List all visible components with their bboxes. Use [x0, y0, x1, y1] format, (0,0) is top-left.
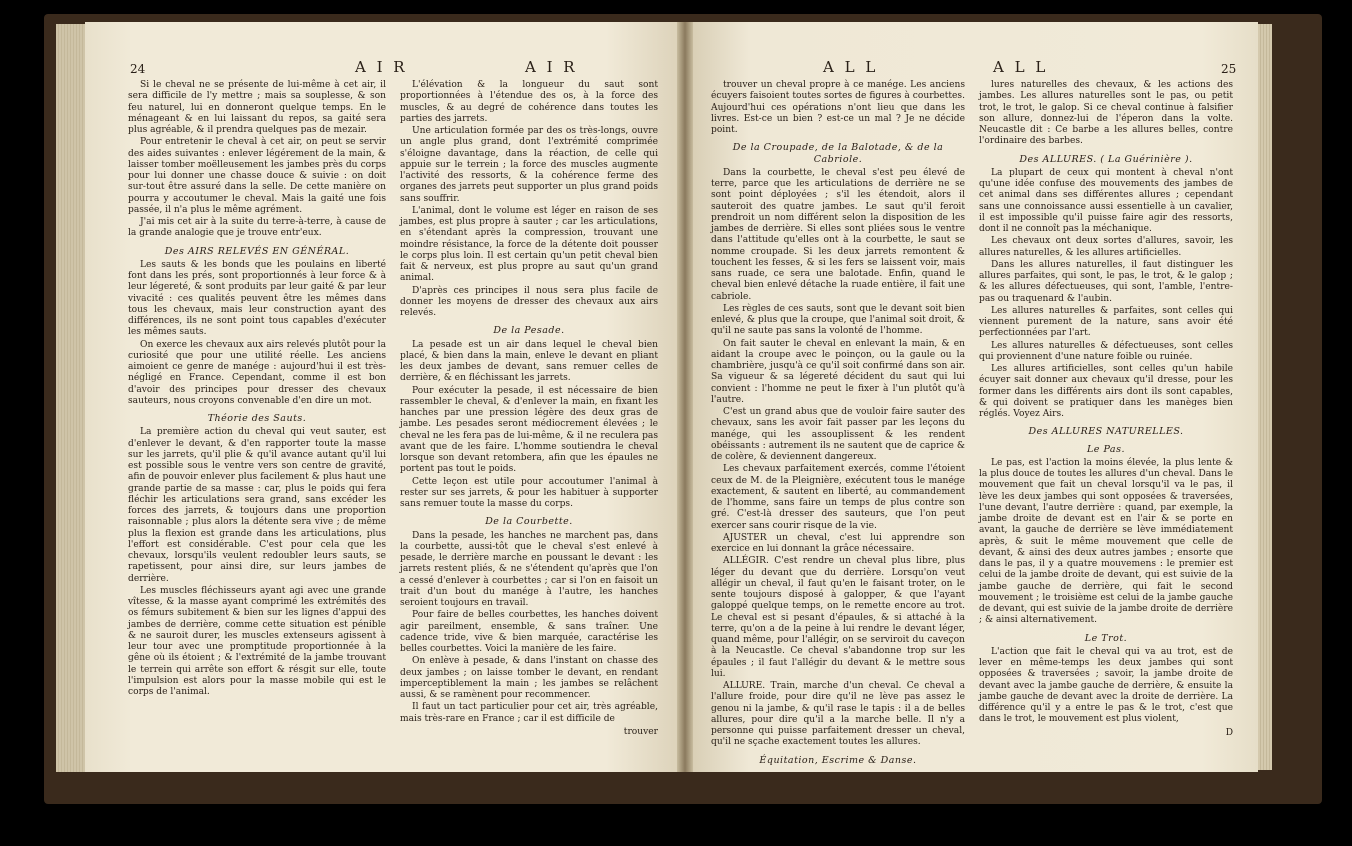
section-heading: Des AIRS RELEVÉS EN GÉNÉRAL. — [164, 245, 350, 257]
section-heading: Des ALLURES NATURELLES. — [1028, 426, 1184, 438]
book-right-page-edges — [1258, 24, 1272, 770]
paragraph: Les muscles fléchisseurs ayant agi avec une grande vîtesse, & la masse ayant comprimé les extrémités des os fémurs subitement & bien sur les lignes d'appui des jambes de derrière, comme cette situation est pénible & ne sauroit durer, les muscles extenseurs agissent à leur tour avec une promptitude proportionnée à la gêne où ils étoient ; & l'extrémité de la jambe trouvant le terrein qui arrête son effort & résgit sur elle, toute l'impulsion est alors pour la masse mobile qui est le corps de l'animal. — [128, 585, 386, 697]
section-heading: De la Croupade, de la Balotade, & de la Cabriole. — [732, 142, 944, 165]
text-column-2 — [979, 80, 1233, 769]
page-number: 24 — [130, 62, 146, 76]
right-page — [693, 22, 1258, 772]
text-column-1 — [128, 80, 386, 738]
paragraph: Il faut un tact particulier pour cet air, très agréable, mais très-rare en France ; car il est difficile de — [400, 702, 658, 724]
section-heading: Des ALLURES. ( La Guérinière ). — [1019, 153, 1193, 165]
section-heading: Théorie des Sauts. — [207, 413, 307, 424]
paragraph: Dans la courbette, le cheval s'est peu élevé de terre, parce que les articulations de derrière ne se sont point déployées ; s'il les étendoit, alors il sauteroit des quatre jambes. Le saut qu'il feroit prendroit un nom différent selon la disposition de les jambes de derrière. Si elles sont pliées sous le ventre dans l'attitude qu'elles ont à la courbette, le saut se nomme croupade. Si les deux jarrets remontent & touchent les fesses, & si les fers se laissent voir, mais sans ruade, ce sera une balotade. Enfin, quand le cheval bien enlevé détache la ruade entière, il fait une cabriole. — [711, 167, 965, 302]
text-column-2 — [400, 80, 658, 738]
paragraph: Cette leçon est utile pour accoutumer l'animal à rester sur ses jarrets, & pour les habituer à supporter sans remuer toute la masse du corps. — [400, 476, 658, 509]
paragraph: La plupart de ceux qui montent à cheval n'ont qu'une idée confuse des mouvements des jambes de cet animal dans ses différentes allures ; cependant sans une connoissance aussi essentielle à un cavalier, il est impossible qu'il puisse faire agir des ressorts, dont il ne connoît pas la méchanique. — [979, 167, 1233, 234]
paragraph: L'animal, dont le volume est léger en raison de ses jambes, est plus propre à sauter ; car les articulations, en s'étendant après la compression, trouvant une moindre résistance, la force de la détente doit pousser le corps plus loin. Il est certain qu'un petit cheval bien fait & nerveux, est plus propre au saut qu'un grand animal. — [400, 205, 658, 284]
paragraph: Les sauts & les bonds que les poulains en liberté font dans les prés, sont proportionnés à leur force & à leur légereté, & sont produits par leur gaité & par leur vivacité : ces qualités peuvent être les mêmes dans tous les chevaux, mais leur construction ayant des différences, ils ne sont point tous capables d'exécuter les mêmes sauts. — [128, 259, 386, 338]
paragraph: Dans les allures naturelles, il faut distinguer les allures parfaites, qui sont, le pas, le trot, & le galop ; & les allures défectueuses, qui sont, l'amble, l'entre-pas ou traquenard & l'aubin. — [979, 259, 1233, 304]
section-heading: Équitation, Escrime & Danse. — [759, 754, 917, 766]
paragraph: L'élévation & la longueur du saut sont proportionnées à l'étendue des os, à la force des muscles, & au degré de cohérence dans toutes les parties des jarrets. — [400, 80, 658, 124]
running-head: A I R — [355, 58, 408, 76]
paragraph: Les chevaux ont deux sortes d'allures, savoir, les allures naturelles, & les allures artificielles. — [979, 236, 1233, 258]
paragraph: Les chevaux parfaitement exercés, comme l'étoient ceux de M. de la Pleignière, exécutent tous le manége exactement, & sautent en liberté, au commandement de l'homme, sans faire un temps de plus contre son gré. C'est-là dresser des sauteurs, que l'on peut exercer sans courir risque de la vie. — [711, 464, 965, 531]
paragraph: trouver un cheval propre à ce manége. Les anciens écuyers faisoient toutes sortes de figures à courbettes. Aujourd'hui ces opérations n'ont lieu que dans les livres. Est-ce un bien ? est-ce un mal ? Je ne décide point. — [711, 80, 965, 135]
paragraph: Les allures artificielles, sont celles qu'un habile écuyer sait donner aux chevaux qu'il dresse, pour les former dans les différents airs dont ils sont capables, & qui doivent se pratiquer dans les manèges bien réglés. Voyez Airs. — [979, 364, 1233, 419]
paragraph: AJUSTER un cheval, c'est lui apprendre son exercice en lui donnant la grâce nécessaire. — [711, 532, 965, 554]
running-head-right-column: A I R — [525, 58, 578, 76]
paragraph: Si le cheval ne se présente de lui-même à cet air, il sera difficile de l'y mettre ; mais sa souplesse, & son feu naturel, lui en donneront quelque temps. En le ménageant & en lui laissant du repos, sa gaité sera plus agréable, & il prendra quelques pas de mezair. — [128, 80, 386, 135]
section-heading: Le Pas. — [1087, 443, 1125, 455]
paragraph: Le pas, est l'action la moins élevée, la plus lente & la plus douce de toutes les allures d'un cheval. Dans le mouvement que fait un cheval lorsqu'il va le pas, il lève les deux jambes qui sont opposées & traversées, l'une devant, l'autre derrière : quand, par exemple, la jambe droite de devant est en l'air & se porte en avant, la gauche de derrière se lève immédiatement après, & suit le même mouvement que celle de devant, & ainsi des deux autres jambes ; ensorte que dans le pas, il y a quatre mouvemens : le premier est celui de la jambe droite de devant, qui est suivie de la jambe gauche de derrière, qui fait le second mouvement ; le troisième est celui de la jambe gauche de devant, qui est suivie de la jambe droite de derrière ; & ainsi alternativement. — [979, 457, 1233, 626]
paragraph: ALLÉGIR. C'est rendre un cheval plus libre, plus léger du devant que du derrière. Lorsqu'on veut allégir un cheval, il faut qu'en le faisant troter, on le sente toujours disposé à galopper, & que l'ayant galoppé quelque temps, on le remette encore au trot. Le cheval est si pesant d'épaules, & si attaché à la terre, qu'on a de la peine à lui rendre le devant léger, quand même, pour l'allégir, on se serviroit du caveçon à la Neucastle. Ce cheval s'abandonne trop sur les épaules ; il faut l'allégir du devant & le mettre sous lui. — [711, 556, 965, 679]
section-heading: De la Courbette. — [485, 516, 573, 528]
paragraph: Les allures naturelles & défectueuses, sont celles qui proviennent d'une nature foible ou ruinée. — [979, 340, 1233, 362]
book-gutter — [677, 22, 693, 772]
section-heading: De la Pesade. — [493, 325, 565, 337]
text-columns — [711, 80, 1233, 769]
paragraph: D'après ces principes il nous sera plus facile de donner les moyens de dresser des chevaux aux airs relevés. — [400, 285, 658, 318]
paragraph: La pesade est un air dans lequel le cheval bien placé, & bien dans la main, enleve le devant en pliant les deux jambes de devant, sans remuer celles de derrière, & en fléchissant les jarrets. — [400, 339, 658, 384]
paragraph: lures naturelles des chevaux, & les actions des jambes. Les allures naturelles sont le pas, ou petit trot, le trot, le galop. Si ce cheval continue à falsifier son allure, donnez-lui de l'éperon dans la volte. Neucastle dit : Ce barbe a les allures belles, contre l'ordinaire des barbes. — [979, 80, 1233, 147]
paragraph: Les allures naturelles & parfaites, sont celles qui viennent purement de la nature, sans avoir été perfectionnées par l'art. — [979, 305, 1233, 339]
book-left-page-edges — [56, 24, 86, 772]
paragraph: Une articulation formée par des os très-longs, ouvre un angle plus grand, dont l'extrémité comprimée s'éloigne davantage, dans la réaction, de celle qui appuie sur le terrein ; la force des muscles augmente l'activité des ressorts, & la cohérence ferme des organes des jarrets peut supporter un plus grand poids sans souffrir. — [400, 126, 658, 204]
paragraph: Dans la pesade, les hanches ne marchent pas, dans la courbette, aussi-tôt que le cheval s'est enlevé à pesade, le derrière marche en poussant le devant : les jarrets restent pliés, & ne s'étendent qu'après que l'on a cessé d'enlever à courbettes ; car si l'on en faisoit un trait d'un bout du manége à l'autre, les hanches seroient toujours en travail. — [400, 530, 658, 608]
running-head: A L L — [823, 58, 879, 76]
catchword: D — [1225, 727, 1233, 738]
catchword: trouver — [623, 726, 658, 737]
section-heading: Le Trot. — [1084, 632, 1128, 644]
paragraph: Les règles de ces sauts, sont que le devant soit bien enlevé, & plus que la croupe, que l'animal soit droit, & qu'il ne saute pas sans la volonté de l'homme. — [711, 303, 965, 337]
page-number: 25 — [1221, 62, 1237, 76]
left-page — [85, 22, 677, 772]
paragraph: On enlève à pesade, & dans l'instant on chasse des deux jambes ; on laisse tomber le devant, en rendant imperceptiblement la main ; les jambes se relâchent aussi, & se ramènent pour recommencer. — [400, 656, 658, 700]
paragraph: On exerce les chevaux aux airs relevés plutôt pour la curiosité que pour une utilité réelle. Les anciens aimoient ce genre de manége : aujourd'hui il est très-négligé en France. Cependant, comme il est bon d'avoir des principes pour dresser des chevaux sauteurs, nous croyons convenable d'en dire un mot. — [128, 339, 386, 406]
text-columns — [128, 80, 658, 738]
paragraph: J'ai mis cet air à la suite du terre-à-terre, à cause de la grande analogie que je trouve entr'eux. — [128, 217, 386, 239]
text-column-1 — [711, 80, 965, 769]
paragraph: On fait sauter le cheval en enlevant la main, & en aidant la croupe avec le poinçon, ou la gaule ou la chambrière, jusqu'à ce qu'il soit confirmé dans son air. Sa vigueur & sa légereté décident du saut qui lui convient : l'homme ne peut le fixer à l'un plutôt qu'à l'autre. — [711, 338, 965, 405]
paragraph: Pour exécuter la pesade, il est nécessaire de bien rassembler le cheval, & d'enlever la main, en fixant les hanches par une pression légère des deux gras de jambe. Les pesades seront médiocrement élevées ; le cheval ne les fera pas de lui-même, & il ne reculera pas avant que de les faire. L'homme soutiendra le cheval lorsque son devant retombera, afin que les épaules ne portent pas tout le poids. — [400, 385, 658, 475]
paragraph: Pour entretenir le cheval à cet air, on peut se servir des aides suivantes : enlever légérement de la main, & laisser tomber moëlleusement les jambes près du corps pour lui donner une chasse douce & suivie : on doit sur-tout être assuré dans la selle. De cette manière on pourra y accoutumer le cheval. Mais la gaité une fois passée, il n'a plus le même agrément. — [128, 137, 386, 215]
paragraph: Pour faire de belles courbettes, les hanches doivent agir pareilment, ensemble, & sans traîner. Une cadence tride, vive & bien marquée, caractérise les belles courbettes. Voici la manière de les faire. — [400, 610, 658, 654]
paragraph: La première action du cheval qui veut sauter, est d'enlever le devant, & d'en rapporter toute la masse sur les jarrets, qu'il plie & qu'il avance autant qu'il lui est possible sous le ventre vers son centre de gravité, afin de pouvoir enlever plus facilement & plus haut une grande partie de sa masse : car, plus le poids qui fera fléchir les articulations sera grand, sans excéder les forces des jarrets, & toujours dans une proportion raisonnable ; plus alors la détente sera vive ; de même plus la flexion est grande dans les articulations, plus l'effort est considérable. C'est pour cela que les chevaux, lorsqu'ils veulent redoubler leurs sauts, se rapetissent, pour ainsi dire, sur leurs jambes de derrière. — [128, 427, 386, 584]
paragraph: C'est un grand abus que de vouloir faire sauter des chevaux, sans les avoir fait passer par les leçons du manége, qui les assouplissent & les rendent obéissants : autrement ils ne sautent que de caprice & de colère, & deviennent dangereux. — [711, 407, 965, 462]
running-head-right-column: A L L — [993, 58, 1049, 76]
paragraph: ALLURE. Train, marche d'un cheval. Ce cheval a l'allure froide, pour dire qu'il ne lève pas assez le genou ni la jambe, & qu'il rase le tapis : il a de belles allures, pour dire qu'il a la marche belle. Il n'y a personne qui puisse parfaitement dresser un cheval, qu'il ne sçache exactement toutes les allures. — [711, 681, 965, 748]
paragraph: L'action que fait le cheval qui va au trot, est de lever en même-temps les deux jambes qui sont opposées & traversées ; savoir, la jambe droite de devant avec la jambe gauche de derrière, & ensuite la jambe gauche de devant avec la droite de derrière. La différence qu'il y a entre le pas & le trot, c'est que dans le trot, le mouvement est plus violent, — [979, 646, 1233, 725]
